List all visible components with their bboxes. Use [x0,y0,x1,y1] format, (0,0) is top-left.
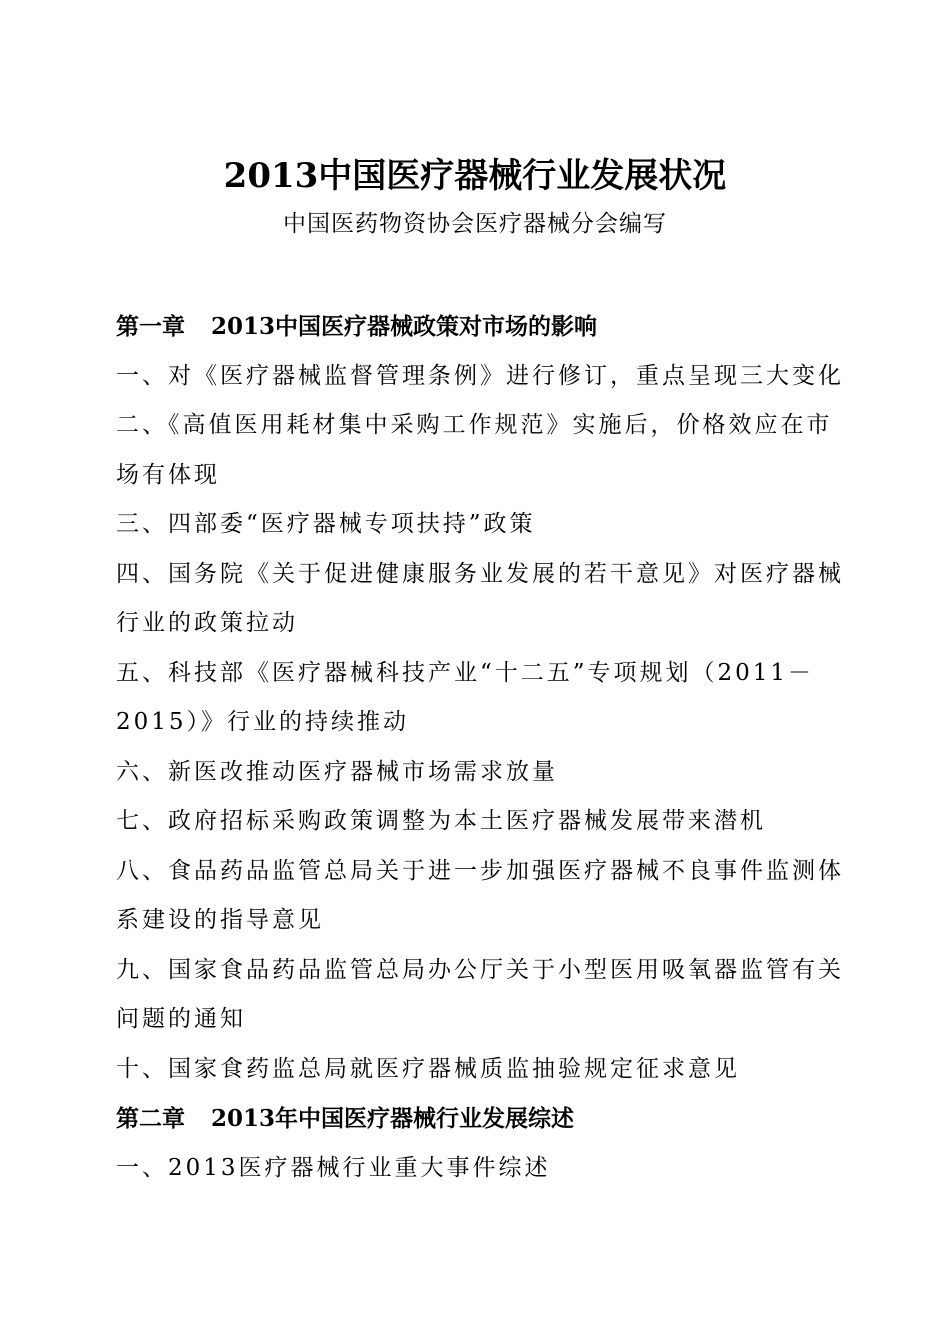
toc-item: 一、对《医疗器械监督管理条例》进行修订，重点呈现三大变化 [116,362,844,389]
document-subtitle: 中国医药物资协会医疗器械分会编写 [283,211,667,237]
toc-item: 九、国家食品药品监管总局办公厅关于小型医用吸氧器监管有关 [116,956,844,983]
chapter-label: 第一章 [116,313,185,340]
toc-item: 2015）》行业的持续推动 [116,709,410,735]
toc-item: 场有体现 [116,461,220,488]
table-of-contents [116,302,844,1193]
document-title: 2013中国医疗器械行业发展状况 [223,156,727,196]
toc-item: 系建设的指导意见 [116,907,324,933]
chapter-label: 第二章 [116,1105,185,1132]
toc-item: 六、新医改推动医疗器械市场需求放量 [116,758,558,785]
toc-item: 八、食品药品监管总局关于进一步加强医疗器械不良事件监测体 [116,857,844,884]
toc-item: 十、国家食药监总局就医疗器械质监抽验规定征求意见 [116,1055,740,1082]
chapter-title: 2013年中国医疗器械行业发展综述 [211,1105,575,1132]
toc-chapter-1 [116,302,844,352]
toc-item: 三、四部委“医疗器械专项扶持”政策 [116,511,536,537]
toc-item: 七、政府招标采购政策调整为本土医疗器械发展带来潜机 [116,808,766,834]
toc-chapter-2 [116,1094,844,1144]
toc-item: 四、国务院《关于促进健康服务业发展的若干意见》对医疗器械 [116,560,844,587]
chapter-title: 2013中国医疗器械政策对市场的影响 [211,313,598,340]
toc-item: 一、2013医疗器械行业重大事件综述 [116,1154,551,1181]
toc-item: 问题的通知 [116,1006,246,1032]
toc-item: 二、《高值医用耗材集中采购工作规范》实施后，价格效应在市 [116,412,833,438]
toc-item: 行业的政策拉动 [116,610,298,636]
toc-item: 五、科技部《医疗器械科技产业“十二五”专项规划（2011－ [116,659,815,686]
